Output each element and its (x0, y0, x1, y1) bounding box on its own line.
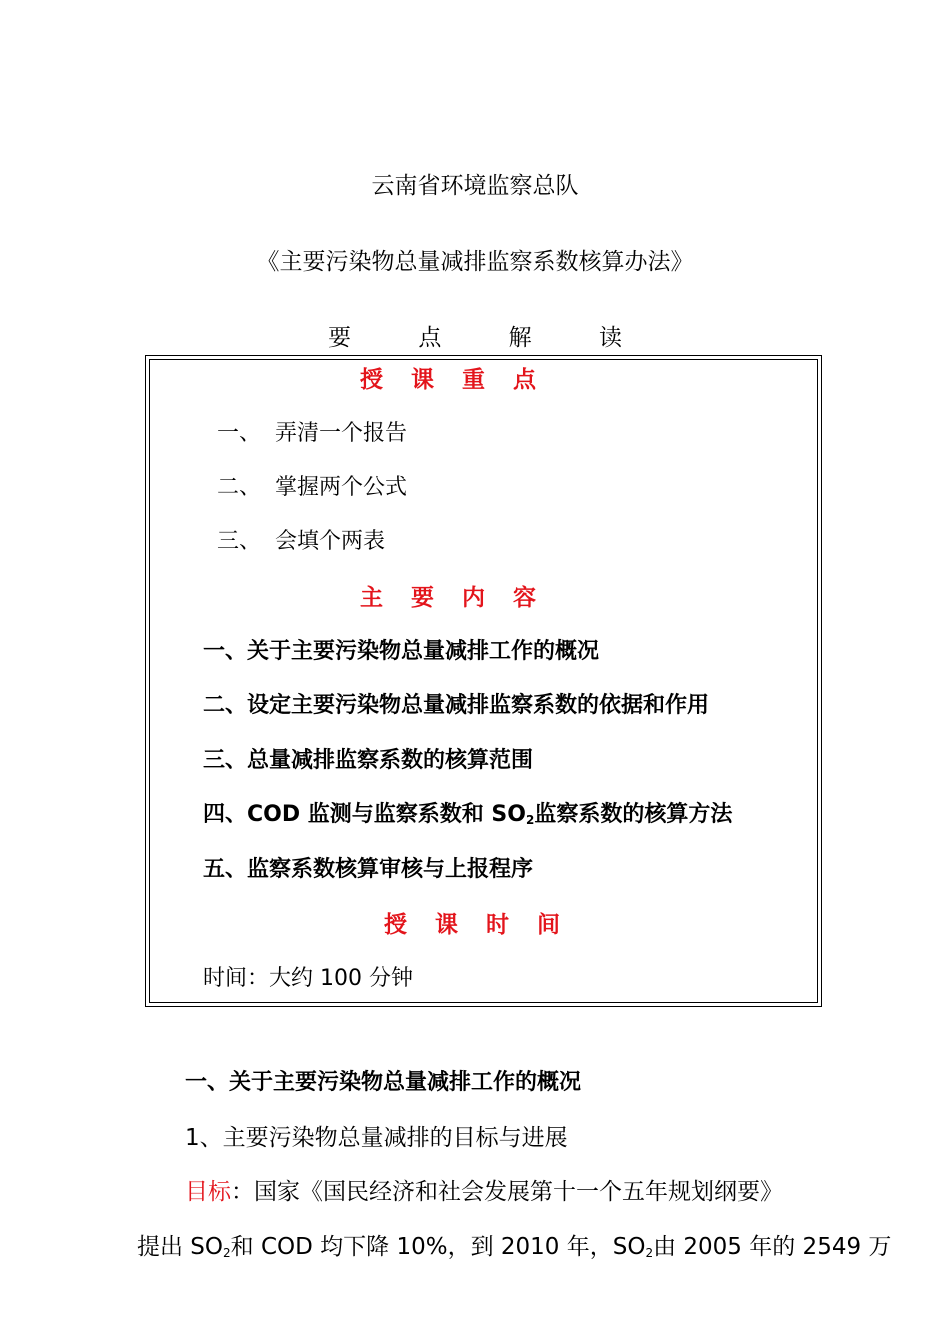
focus-item-number: 一、 (217, 421, 262, 446)
document-title: 《主要污染物总量减排监察系数核算办法》 (256, 249, 694, 275)
content-item-5: 五、监察系数核算审核与上报程序 (203, 857, 534, 882)
content-item-2: 二、设定主要污染物总量减排监察系数的依据和作用 (203, 693, 710, 718)
content-heading: 主 要 内 容 (360, 585, 547, 611)
focus-item-text: 掌握两个公式 (275, 475, 408, 500)
time-heading: 授 课 时 间 (384, 912, 571, 938)
goal-text: ：国家《国民经济和社会发展第十一个五年规划纲要》 (231, 1179, 783, 1205)
focus-item-3 (217, 524, 386, 555)
section-heading: 一、关于主要污染物总量减排工作的概况 (185, 1070, 582, 1095)
content-item-4-part-1: 四、COD 监测与监察系数和 SO (203, 802, 526, 827)
so2-subscript: 2 (645, 1246, 654, 1260)
goal-label: 目标 (185, 1179, 231, 1205)
focus-item-number: 三、 (217, 529, 262, 554)
time-text: 时间：大约 100 分钟 (203, 966, 413, 991)
content-item-1: 一、关于主要污染物总量减排工作的概况 (203, 639, 600, 664)
content-item-3: 三、总量减排监察系数的核算范围 (203, 748, 534, 773)
focus-item-1 (217, 416, 408, 447)
goal-paragraph (185, 1173, 783, 1206)
subsection-heading: 1、主要污染物总量减排的目标与进展 (185, 1125, 568, 1151)
organization-name: 云南省环境监察总队 (371, 173, 579, 199)
content-item-4 (203, 797, 732, 828)
focus-item-text: 会填个两表 (275, 529, 386, 554)
focus-item-number: 二、 (217, 475, 262, 500)
content-item-4-part-2: 监察系数的核算方法 (534, 802, 733, 827)
body-line-2 (137, 1228, 891, 1261)
document-subtitle: 要 点 解 读 (328, 325, 652, 351)
line2-part-3: 由 2005 年的 2549 万 (653, 1234, 892, 1260)
so2-subscript: 2 (223, 1246, 231, 1260)
line2-part-2: 和 COD 均下降 10%，到 2010 年，SO (230, 1234, 646, 1260)
focus-heading: 授 课 重 点 (360, 367, 547, 393)
line2-part-1: 提出 SO (137, 1234, 224, 1260)
focus-item-2 (217, 470, 408, 501)
so2-subscript: 2 (525, 813, 535, 827)
focus-item-text: 弄清一个报告 (275, 421, 408, 446)
